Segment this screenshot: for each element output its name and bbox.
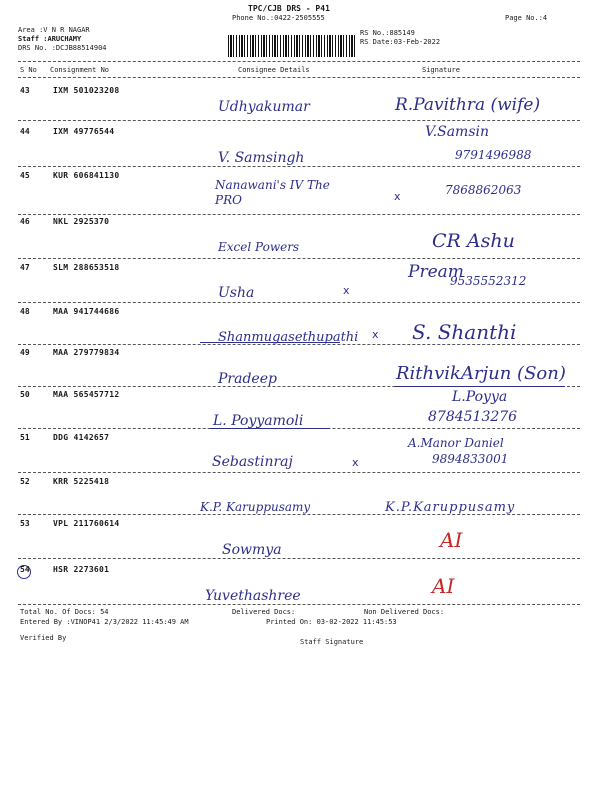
rs-number: RS No.:885149 (360, 29, 415, 37)
table-row (0, 516, 600, 562)
signature-text: A.Manor Daniel (408, 436, 504, 450)
staff-signature-label: Staff Signature (300, 638, 364, 646)
signature-text: S. Shanthi (412, 320, 517, 344)
row-sno: 51 (20, 433, 30, 442)
row-consignment: DDG 4142657 (53, 433, 110, 442)
signature-text: L.Poyya (452, 389, 508, 405)
cross-mark: x (372, 328, 379, 341)
table-row (0, 260, 600, 306)
row-divider (18, 514, 580, 515)
consignee-name: Sebastinraj (212, 454, 293, 470)
total-docs: Total No. Of Docs: 54 (20, 608, 109, 616)
non-delivered-docs: Non Delivered Docs: (364, 608, 445, 616)
ink-underline (395, 386, 565, 387)
phone-text: 8784513276 (428, 409, 518, 425)
cross-mark: x (394, 190, 401, 203)
row-sno: 45 (20, 171, 30, 180)
consignee-name: L. Poyyamoli (213, 413, 304, 429)
row-consignment: KUR 606841130 (53, 171, 120, 180)
row-sno: 53 (20, 519, 30, 528)
row-divider (18, 258, 580, 259)
delivered-docs: Delivered Docs: (232, 608, 296, 616)
signature-text: K.P.Karuppusamy (385, 500, 516, 515)
drs-number: DRS No. :DCJB88514904 (18, 44, 107, 52)
area-label: Area :V N R NAGAR (18, 26, 90, 34)
row-consignment: IXM 49776544 (53, 127, 115, 136)
phone-number: Phone No.:0422-2505555 (232, 14, 325, 22)
table-row (0, 214, 600, 260)
signature-text: CR Ashu (432, 230, 515, 252)
cross-mark: x (343, 284, 350, 297)
header-divider (18, 61, 580, 62)
row-sno: 54 (20, 565, 30, 574)
row-divider (18, 166, 580, 167)
verified-by: Verified By (20, 634, 67, 642)
table-row (0, 387, 600, 433)
cross-mark: x (352, 456, 359, 469)
printed-on: Printed On: 03-02-2022 11:45:53 (266, 618, 397, 626)
col-consignee: Consignee Details (238, 66, 310, 74)
signature-text: Pream (408, 262, 464, 282)
consignee-name: Shanmugasethupathi (218, 330, 359, 345)
row-consignment: NKL 2925370 (53, 217, 110, 226)
consignee-name: Sowmya (222, 542, 282, 558)
consignee-name: Yuvethashree (205, 588, 301, 604)
consignee-name: K.P. Karuppusamy (200, 500, 311, 514)
consignee-name: Nanawani's IV The PRO (215, 178, 330, 207)
rs-date: RS Date:03-Feb-2022 (360, 38, 441, 46)
row-consignment: MAA 279779834 (53, 348, 120, 357)
row-consignment: MAA 565457712 (53, 390, 120, 399)
phone-text: 9791496988 (455, 148, 532, 162)
row-consignment: IXM 501023208 (53, 86, 120, 95)
row-divider (18, 120, 580, 121)
signature-text: V.Samsin (425, 124, 490, 140)
phone-text: 9535552312 (450, 274, 527, 288)
staff-label: Staff :ARUCHAMY (18, 35, 82, 43)
row-divider (18, 604, 580, 605)
barcode-image (228, 35, 356, 57)
row-sno: 52 (20, 477, 30, 486)
row-sno: 50 (20, 390, 30, 399)
table-row (0, 168, 600, 214)
row-divider (18, 558, 580, 559)
ink-underline (200, 342, 340, 343)
table-row (0, 562, 600, 608)
row-sno: 49 (20, 348, 30, 357)
consignee-name: Pradeep (218, 371, 277, 387)
consignee-name: Excel Powers (218, 240, 300, 254)
col-sno: S No (20, 66, 37, 74)
row-sno: 48 (20, 307, 30, 316)
row-consignment: MAA 941744686 (53, 307, 120, 316)
phone-text: 9894833001 (432, 452, 509, 466)
row-sno: 47 (20, 263, 30, 272)
row-sno: 43 (20, 86, 30, 95)
signature-text: RithvikArjun (Son) (396, 363, 566, 384)
consignee-name: V. Samsingh (218, 150, 305, 166)
table-row (0, 83, 600, 129)
table-row (0, 345, 600, 391)
signature-text: AI (432, 574, 455, 598)
col-consignment: Consignment No (50, 66, 110, 74)
row-sno: 44 (20, 127, 30, 136)
row-sno: 46 (20, 217, 30, 226)
col-signature: Signature (422, 66, 460, 74)
row-consignment: VPL 211760614 (53, 519, 120, 528)
column-divider (18, 77, 580, 78)
consignee-name: Udhyakumar (218, 99, 310, 115)
row-divider (18, 302, 580, 303)
entered-by: Entered By :VINOP41 2/3/2022 11:45:49 AM (20, 618, 189, 626)
row-consignment: KRR 5225418 (53, 477, 110, 486)
phone-text: 7868862063 (445, 183, 522, 197)
row-divider (18, 472, 580, 473)
row-consignment: SLM 288653518 (53, 263, 120, 272)
row-consignment: HSR 2273601 (53, 565, 110, 574)
signature-text: R.Pavithra (wife) (395, 95, 541, 115)
report-title: TPC/CJB DRS - P41 (248, 4, 330, 13)
consignee-name: Usha (218, 285, 255, 301)
table-row (0, 430, 600, 476)
page-number: Page No.:4 (505, 14, 548, 22)
ink-underline (210, 428, 330, 429)
signature-text: AI (440, 528, 463, 552)
table-row (0, 124, 600, 170)
